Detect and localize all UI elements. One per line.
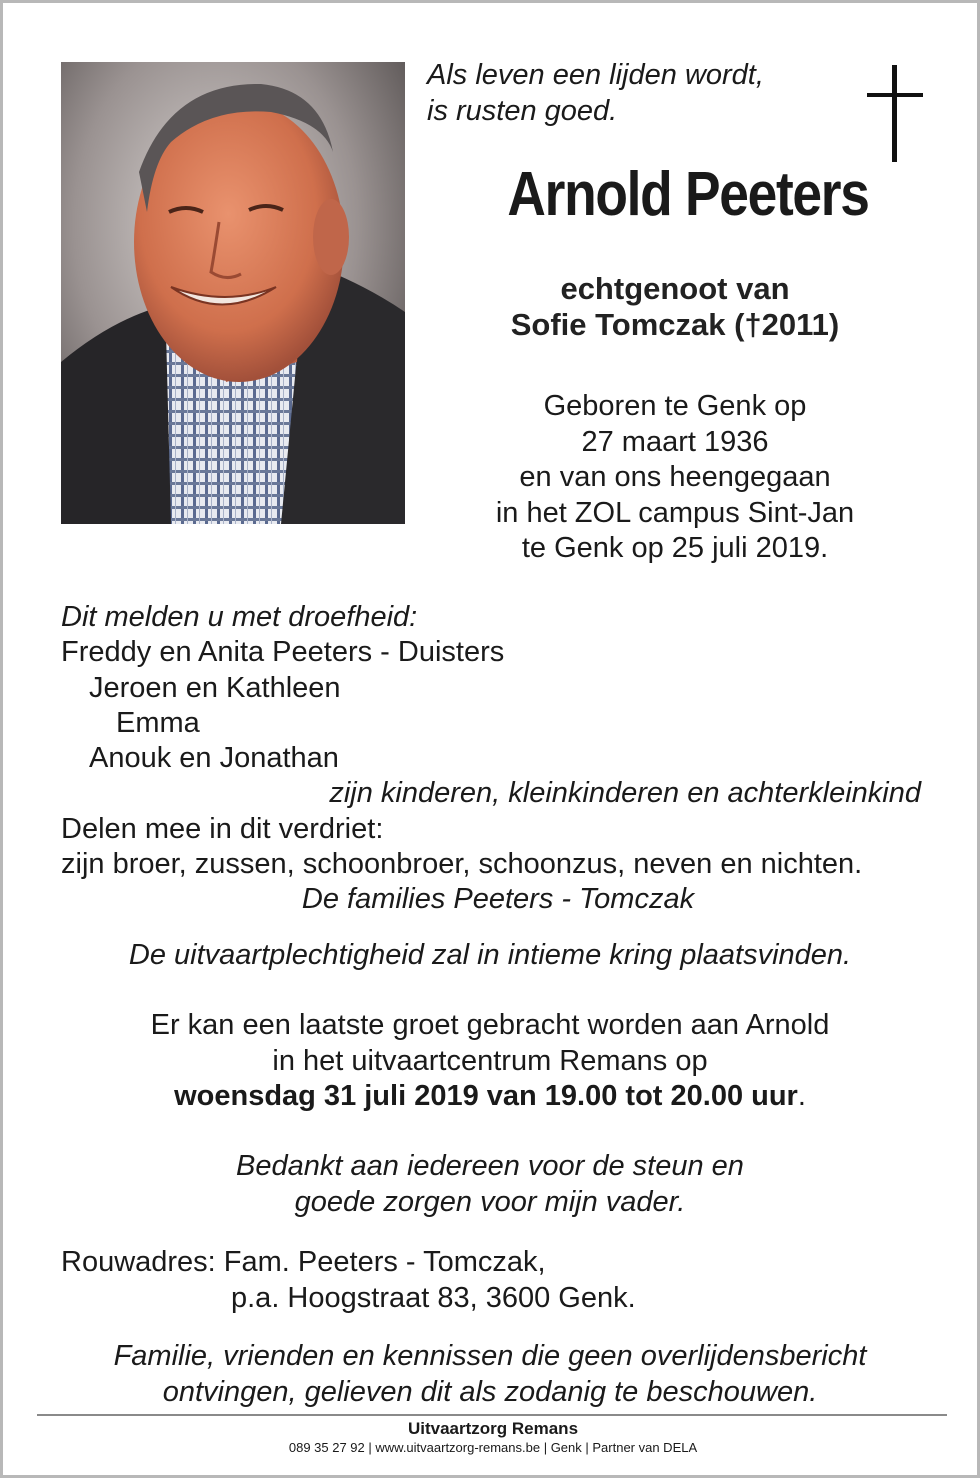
farewell-info [3, 1008, 977, 1115]
family-announcement [61, 600, 935, 918]
notice-message [3, 1339, 977, 1410]
spouse-line: echtgenoot van [560, 271, 790, 306]
verse [427, 57, 764, 129]
funeral-home-contact: 089 35 27 92 | www.uitvaartzorg-remans.be | Genk | Partner van DELA [288, 1440, 698, 1455]
relatives-line: zijn broer, zussen, schoonbroer, schoonzus, neven en nichten. [61, 848, 863, 881]
thanks-line: goede zorgen voor mijn vader. [294, 1185, 686, 1218]
address-line: Rouwadres: Fam. Peeters - Tomczak, [61, 1246, 546, 1278]
footer-divider [37, 1414, 947, 1416]
notice-line: Familie, vrienden en kennissen die geen overlijdensbericht [113, 1340, 867, 1372]
grandchildren-1: Jeroen en Kathleen [89, 671, 341, 704]
relation-line: zijn kinderen, kleinkinderen en achterkleinkind [329, 777, 921, 810]
death-line: en van ons heengegaan [519, 461, 831, 493]
latin-cross-icon [867, 65, 925, 163]
portrait-photo [61, 62, 405, 524]
birth-death-info [433, 389, 917, 567]
birth-date: 27 maart 1936 [581, 425, 769, 458]
farewell-line: Er kan een laatste groet gebracht worden aan Arnold [150, 1009, 830, 1041]
thanks-message [3, 1149, 977, 1220]
announcement-intro: Dit melden u met droefheid: [61, 601, 418, 633]
verse-line: Als leven een lijden wordt, [427, 59, 764, 91]
ceremony-notice: De uitvaartplechtigheid zal in intieme kring plaatsvinden. [128, 939, 852, 971]
farewell-datetime: woensdag 31 juli 2019 van 19.00 tot 20.00 uur [174, 1080, 798, 1112]
deceased-name: Arnold Peeters [507, 160, 869, 229]
birth-line: Geboren te Genk op [543, 390, 807, 422]
grandchildren-2: Anouk en Jonathan [89, 742, 339, 775]
death-place: in het ZOL campus Sint-Jan [495, 496, 855, 529]
great-grandchild: Emma [116, 706, 200, 739]
portrait-illustration [61, 62, 405, 524]
death-date: te Genk op 25 juli 2019. [521, 532, 829, 564]
spouse-info [433, 271, 917, 343]
farewell-line: in het uitvaartcentrum Remans op [272, 1044, 708, 1077]
notice-line: ontvingen, gelieven dit als zodanig te beschouwen. [162, 1375, 818, 1408]
spouse-line: Sofie Tomczak (†2011) [510, 307, 840, 342]
farewell-period: . [797, 1080, 806, 1112]
share-intro: Delen mee in dit verdriet: [61, 812, 384, 845]
funeral-home-name: Uitvaartzorg Remans [407, 1419, 579, 1438]
verse-line: is rusten goed. [427, 95, 618, 127]
children: Freddy en Anita Peeters - Duisters [61, 636, 505, 669]
thanks-line: Bedankt aan iedereen voor de steun en [236, 1150, 744, 1182]
mourning-address [61, 1245, 636, 1316]
address-line: p.a. Hoogstraat 83, 3600 Genk. [231, 1281, 636, 1314]
families-line: De families Peeters - Tomczak [301, 883, 695, 916]
